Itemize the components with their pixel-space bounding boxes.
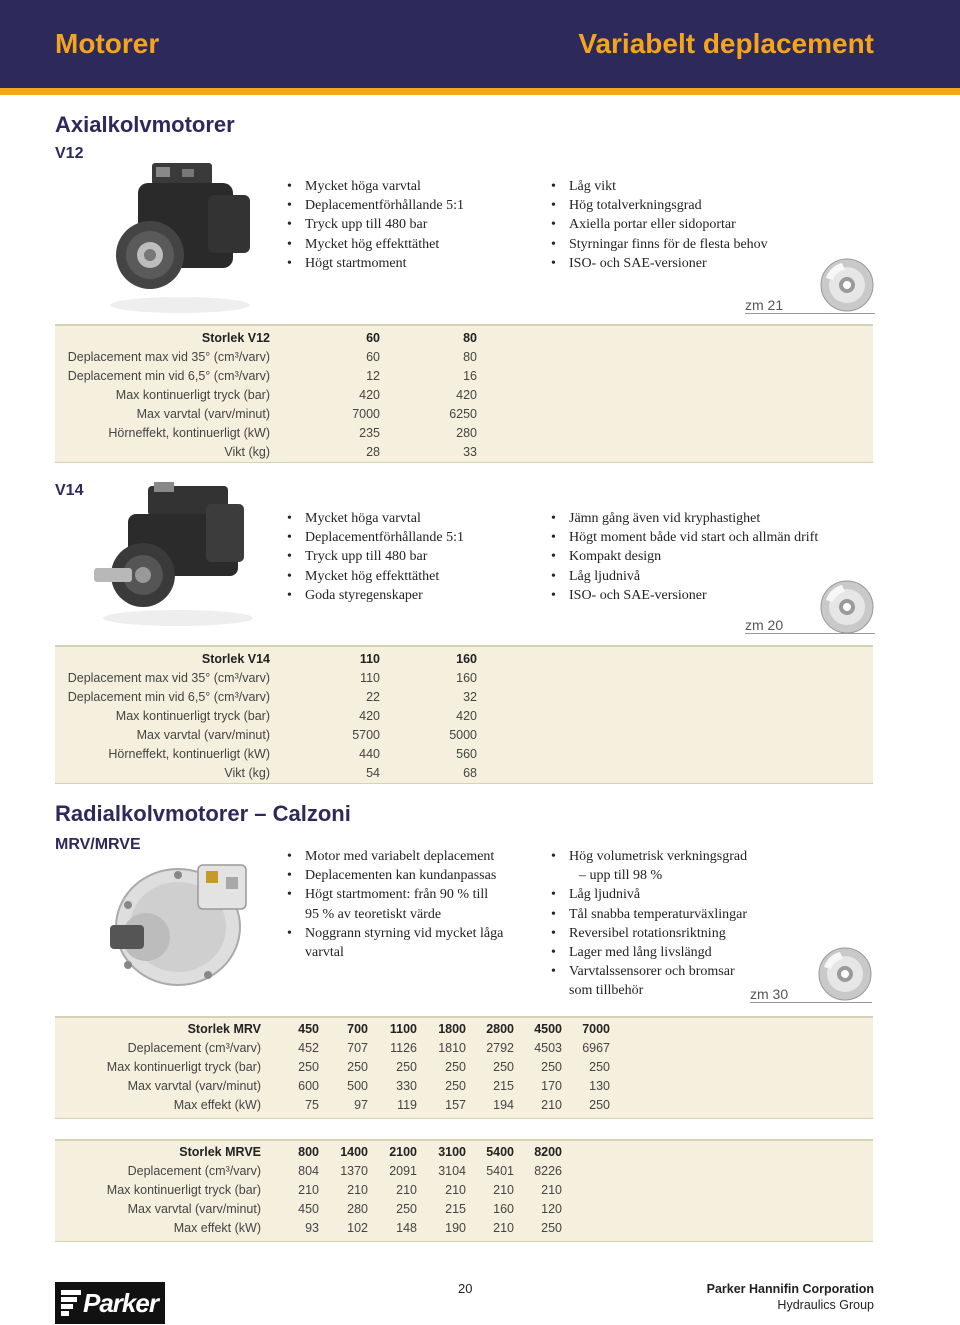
mrv-bullets-left (287, 847, 503, 962)
table-row (55, 744, 477, 763)
list-item: • Deplacementförhållande 5:1 (287, 528, 464, 547)
table-cell: 215 (493, 1078, 514, 1093)
list-item: • Högt moment både vid start och allmän drift (551, 528, 818, 547)
table-row (55, 442, 477, 461)
table-row (55, 385, 477, 404)
table-row (55, 668, 477, 687)
list-item: • ISO- och SAE-versioner (551, 586, 818, 605)
cd-icon (820, 580, 874, 634)
table-cell: 130 (589, 1078, 610, 1093)
table-cell: 210 (493, 1182, 514, 1197)
header-band (0, 0, 960, 88)
table-cell: 60 (366, 349, 380, 364)
table-cell: 215 (445, 1201, 466, 1216)
table-cell: 250 (541, 1059, 562, 1074)
table-row (55, 706, 477, 725)
list-item: • Styrningar finns för de flesta behov (551, 235, 768, 254)
table-cell: Storlek V14 (201, 651, 270, 666)
table-cell: 500 (347, 1078, 368, 1093)
table-cell: 440 (359, 746, 380, 761)
table-cell: 1400 (340, 1144, 368, 1159)
list-item: • Låg vikt (551, 177, 768, 196)
table-cell: Vikt (kg) (224, 765, 270, 780)
list-item: • Tryck upp till 480 bar (287, 547, 464, 566)
table-row (55, 1199, 562, 1218)
table-cell: 5400 (486, 1144, 514, 1159)
mrv-motor-photo (98, 855, 263, 1005)
table-cell: Max kontinuerligt tryck (bar) (115, 387, 270, 402)
table-cell: Max kontinuerligt tryck (bar) (106, 1059, 261, 1074)
table-cell: Storlek MRVE (179, 1144, 261, 1159)
list-item: varvtal (305, 945, 344, 961)
table-cell: 80 (463, 349, 477, 364)
table-cell: 102 (347, 1220, 368, 1235)
table-cell: Max effekt (kW) (173, 1097, 261, 1112)
header-left-title: Motorer (55, 28, 160, 59)
table-cell: 7000 (582, 1021, 610, 1036)
table-cell: 450 (298, 1021, 319, 1036)
table-cell: 2792 (486, 1040, 514, 1055)
list-item: • Mycket hög effekttäthet (287, 567, 464, 586)
table-cell: 707 (347, 1040, 368, 1055)
table-cell: 5401 (486, 1163, 514, 1178)
table-cell: 5700 (352, 727, 380, 742)
list-item: • Kompakt design (551, 547, 818, 566)
list-item: • Tryck upp till 480 bar (287, 215, 464, 234)
table-cell: Vikt (kg) (224, 444, 270, 459)
table-cell: Storlek MRV (187, 1021, 261, 1036)
list-item: • Noggrann styrning vid mycket låga (287, 924, 503, 943)
table-cell: 700 (347, 1021, 368, 1036)
v12-zm-label: zm 21 (745, 297, 784, 313)
cd-icon (820, 258, 874, 312)
table-cell: 75 (305, 1097, 319, 1112)
table-cell: 330 (396, 1078, 417, 1093)
table-cell: Max effekt (kW) (173, 1220, 261, 1235)
v12-spec-table (55, 328, 477, 461)
zm-underline (745, 313, 875, 314)
list-item: – upp till 98 % (579, 868, 663, 884)
table-cell: Max kontinuerligt tryck (bar) (106, 1182, 261, 1197)
table-row (55, 687, 477, 706)
list-item: • Motor med variabelt deplacement (287, 847, 503, 866)
table-cell: 8226 (534, 1163, 562, 1178)
table-header-row (55, 328, 477, 347)
table-header-row (55, 1019, 610, 1038)
table-cell: 250 (445, 1078, 466, 1093)
table-cell: 250 (396, 1201, 417, 1216)
table-cell: 54 (366, 765, 380, 780)
footer-division: Hydraulics Group (777, 1298, 874, 1312)
table-cell: 6967 (582, 1040, 610, 1055)
table-cell: 250 (589, 1059, 610, 1074)
table-cell: Max kontinuerligt tryck (bar) (115, 708, 270, 723)
list-item: 95 % av teoretiskt värde (305, 906, 442, 922)
table-cell: Deplacement (cm³/varv) (127, 1040, 261, 1055)
list-item: • Mycket höga varvtal (287, 509, 464, 528)
mrv-spec-table (55, 1019, 610, 1114)
table-row (55, 423, 477, 442)
table-cell: 4503 (534, 1040, 562, 1055)
table-cell: 1800 (438, 1021, 466, 1036)
v14-bullets-right (551, 509, 818, 605)
table-row (55, 1180, 562, 1199)
table-cell: 210 (445, 1182, 466, 1197)
table-cell: 210 (396, 1182, 417, 1197)
table-cell: 170 (541, 1078, 562, 1093)
table-cell: 110 (359, 651, 380, 666)
v14-model-title: V14 (55, 482, 84, 499)
table-row (55, 725, 477, 744)
table-cell: 110 (360, 670, 380, 685)
table-cell: 280 (456, 425, 477, 440)
table-cell: 2800 (486, 1021, 514, 1036)
table-cell: 250 (396, 1059, 417, 1074)
table-row (55, 366, 477, 385)
table-header-row (55, 1142, 562, 1161)
footer-company-block (707, 1281, 874, 1313)
table-cell: Max varvtal (varv/minut) (136, 406, 270, 421)
table-cell: 160 (456, 651, 477, 666)
table-cell: Deplacement min vid 6,5° (cm³/varv) (67, 689, 270, 704)
table-cell: 157 (445, 1097, 466, 1112)
list-item: • Tål snabba temperaturväxlingar (551, 905, 747, 924)
table-cell: 210 (493, 1220, 514, 1235)
table-cell: 8200 (534, 1144, 562, 1159)
zm-underline (750, 1002, 872, 1003)
table-cell: 420 (456, 708, 477, 723)
table-cell: 420 (359, 387, 380, 402)
table-cell: 2091 (389, 1163, 417, 1178)
footer-company: Parker Hannifin Corporation (706, 1282, 874, 1296)
table-cell: 1126 (390, 1040, 417, 1055)
table-cell: 148 (396, 1220, 417, 1235)
list-item: • Reversibel rotationsriktning (551, 924, 747, 943)
list-item: • Hög totalverkningsgrad (551, 196, 768, 215)
parker-logo-mark-icon (61, 1290, 81, 1316)
v14-zm-label: zm 20 (745, 617, 784, 633)
v12-model-title: V12 (55, 145, 84, 162)
table-cell: 800 (298, 1144, 319, 1159)
v14-bullets-left (287, 509, 464, 605)
mrv-model-title: MRV/MRVE (55, 836, 141, 853)
table-row (55, 763, 477, 782)
table-cell: 190 (445, 1220, 466, 1235)
table-cell: 6250 (449, 406, 477, 421)
header-accent-stripe (0, 88, 960, 95)
table-cell: Max varvtal (varv/minut) (136, 727, 270, 742)
table-cell: 93 (305, 1220, 319, 1235)
table-cell: 4500 (534, 1021, 562, 1036)
v14-motor-photo (88, 480, 263, 630)
table-cell: 3100 (438, 1144, 466, 1159)
table-cell: Max varvtal (varv/minut) (127, 1201, 261, 1216)
parker-logo (55, 1282, 165, 1324)
table-cell: 1370 (340, 1163, 368, 1178)
table-cell: 160 (493, 1201, 514, 1216)
table-cell: 250 (298, 1059, 319, 1074)
mrve-spec-table (55, 1142, 562, 1237)
table-cell: 28 (366, 444, 380, 459)
axial-section-title: Axialkolvmotorer (55, 112, 235, 137)
table-cell: Storlek V12 (201, 330, 270, 345)
table-cell: 194 (493, 1097, 514, 1112)
table-cell: 420 (359, 708, 380, 723)
list-item: • Varvtalssensorer och bromsar (551, 962, 747, 981)
list-item: som tillbehör (569, 983, 644, 999)
table-cell: Deplacement max vid 35° (cm³/varv) (67, 349, 270, 364)
list-item: • Låg ljudnivå (551, 885, 747, 904)
table-cell: Deplacement min vid 6,5° (cm³/varv) (67, 368, 270, 383)
table-cell: 280 (347, 1201, 368, 1216)
table-cell: 250 (493, 1059, 514, 1074)
list-item: • Låg ljudnivå (551, 567, 818, 586)
table-cell: 452 (298, 1040, 319, 1055)
v12-bullets-left (287, 177, 464, 273)
table-cell: 12 (366, 368, 380, 383)
mrv-zm-label: zm 30 (750, 986, 789, 1002)
table-header-row (55, 649, 477, 668)
table-cell: 250 (541, 1220, 562, 1235)
cd-icon (818, 947, 872, 1001)
table-cell: 32 (463, 689, 477, 704)
table-cell: 2100 (389, 1144, 417, 1159)
table-cell: 22 (366, 689, 380, 704)
table-cell: 16 (463, 368, 477, 383)
table-row (55, 1095, 610, 1114)
table-cell: 97 (354, 1097, 368, 1112)
table-cell: 60 (366, 330, 380, 345)
table-cell: Deplacement (cm³/varv) (127, 1163, 261, 1178)
list-item: • Mycket hög effekttäthet (287, 235, 464, 254)
table-cell: 235 (359, 425, 380, 440)
table-cell: 160 (456, 670, 477, 685)
table-cell: 120 (541, 1201, 562, 1216)
table-row (55, 1218, 562, 1237)
table-cell: 210 (541, 1182, 562, 1197)
v12-bullets-right (551, 177, 768, 273)
table-cell: 560 (456, 746, 477, 761)
list-item: • Hög volumetrisk verkningsgrad (551, 847, 747, 866)
mrv-bullets-right (551, 847, 747, 1001)
table-cell: 3104 (438, 1163, 466, 1178)
table-cell: Deplacement max vid 35° (cm³/varv) (67, 670, 270, 685)
table-cell: 119 (397, 1097, 417, 1112)
zm-underline (745, 633, 875, 634)
table-cell: Hörneffekt, kontinuerligt (kW) (108, 746, 270, 761)
table-cell: Hörneffekt, kontinuerligt (kW) (108, 425, 270, 440)
table-cell: 7000 (352, 406, 380, 421)
table-row (55, 347, 477, 366)
table-cell: 250 (589, 1097, 610, 1112)
list-item: • Lager med lång livslängd (551, 943, 747, 962)
v14-spec-table (55, 649, 477, 782)
table-row (55, 1161, 562, 1180)
table-cell: 210 (298, 1182, 319, 1197)
table-cell: 250 (347, 1059, 368, 1074)
table-cell: 5000 (449, 727, 477, 742)
list-item: • Högt startmoment: från 90 % till (287, 885, 503, 904)
table-cell: 600 (298, 1078, 319, 1093)
list-item: • Goda styregenskaper (287, 586, 464, 605)
table-cell: Max varvtal (varv/minut) (127, 1078, 261, 1093)
table-cell: 210 (347, 1182, 368, 1197)
table-cell: 450 (298, 1201, 319, 1216)
table-row (55, 1076, 610, 1095)
list-item: • Deplacementförhållande 5:1 (287, 196, 464, 215)
list-item: • Högt startmoment (287, 254, 464, 273)
table-cell: 80 (463, 330, 477, 345)
table-row (55, 1038, 610, 1057)
table-cell: 250 (445, 1059, 466, 1074)
table-cell: 1810 (438, 1040, 466, 1055)
table-cell: 210 (541, 1097, 562, 1112)
table-row (55, 1057, 610, 1076)
v12-motor-photo (100, 155, 260, 320)
table-cell: 804 (298, 1163, 319, 1178)
table-row (55, 404, 477, 423)
header-right-title: Variabelt deplacement (578, 28, 874, 59)
list-item: • ISO- och SAE-versioner (551, 254, 768, 273)
table-cell: 1100 (389, 1021, 417, 1036)
list-item: • Deplacementen kan kundanpassas (287, 866, 503, 885)
page-number: 20 (458, 1281, 473, 1296)
list-item: • Axiella portar eller sidoportar (551, 215, 768, 234)
list-item: • Jämn gång även vid kryphastighet (551, 509, 818, 528)
parker-logo-text: Parker (83, 1288, 158, 1318)
table-cell: 68 (463, 765, 477, 780)
radial-section-title: Radialkolvmotorer – Calzoni (55, 801, 351, 826)
list-item: • Mycket höga varvtal (287, 177, 464, 196)
table-cell: 33 (463, 444, 477, 459)
table-cell: 420 (456, 387, 477, 402)
